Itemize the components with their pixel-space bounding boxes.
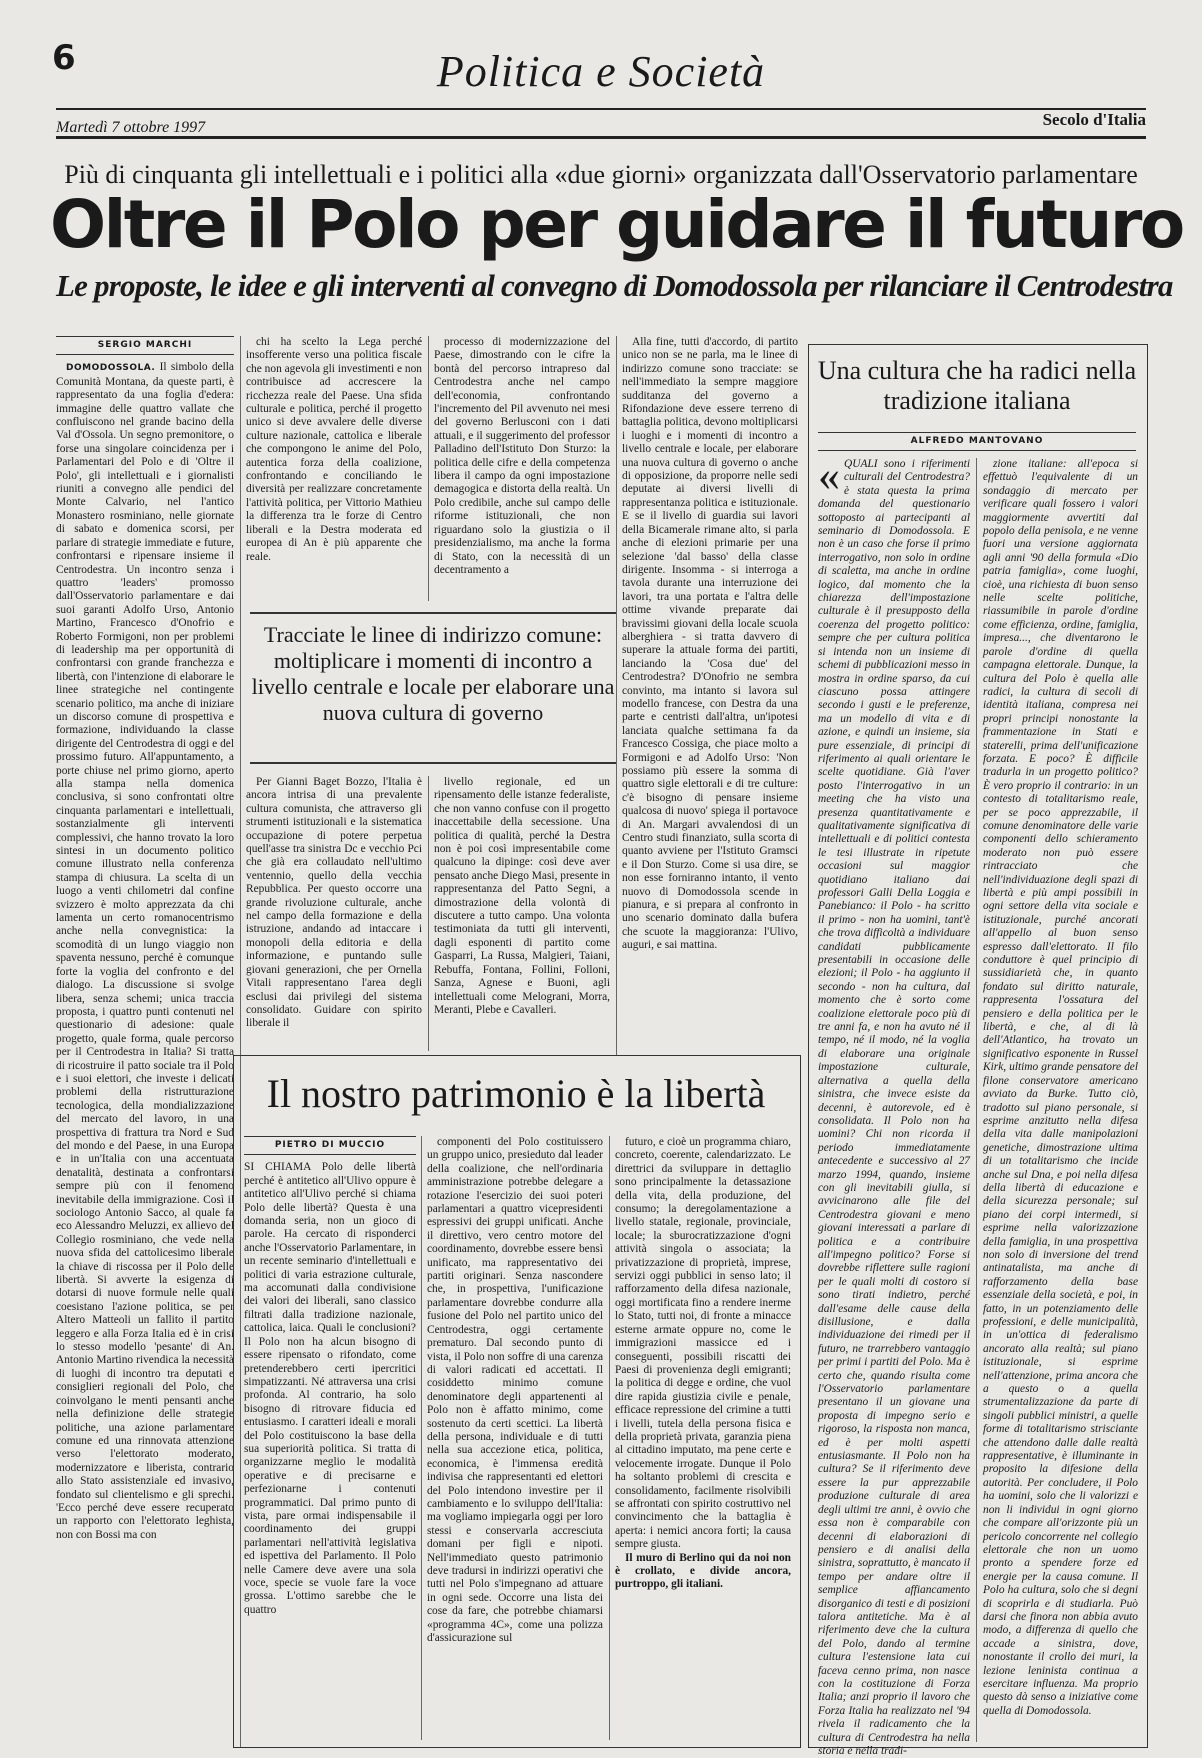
article-column-3-top [434, 336, 610, 601]
pull-quote: Tracciate le linee di indirizzo comune: moltiplicare i momenti di incontro a livello centrale e locale per elaborare una nuova cultura di governo [250, 612, 616, 764]
bottom-box-closing: Il muro di Berlino qui da noi non è crollato, e divide ancora, purtroppo, gli italiani. [615, 1551, 791, 1591]
bottom-box-column-b [427, 1136, 603, 1740]
article-kicker: Più di cinquanta gli intellettuali e i politici alla «due giorni» organizzata dall'Osservatorio parlamentare [64, 160, 1138, 189]
article-column-2-bottom [246, 776, 422, 1051]
article-byline: SERGIO MARCHI [56, 336, 234, 355]
article-body-col3-bottom: livello regionale, ed un ripensamento delle istanze federaliste, che non vanno confuse con il progetto inaccettabile della secessione. Una politica di qualità, perché la Destra non è poi così impresentabile come qualcuno la dipinge: così deve aver pensato anche Diego Masi, presente in rappresentanza del Patto Segni, a dimostrazione della volontà di discutere a tutto campo. Una volonta testimoniata da tutti gli interventi, dagli esponenti di partito come Gasparri, La Russa, Malgieri, Taiani, Rebuffa, Fontana, Follini, Folloni, Sanza, Agnese e Buoni, agli intellettuali come Melograni, Morra, Meranti, Plebe e Cavalleri. [434, 776, 610, 1016]
sidebar-byline-wrap [818, 432, 1136, 452]
bottom-box-title: Il nostro patrimonio è la libertà [266, 1071, 766, 1116]
newspaper-name: Secolo d'Italia [1042, 110, 1146, 129]
masthead-rule-bottom [56, 136, 1146, 139]
column-divider [421, 1136, 422, 1740]
issue-date: Martedì 7 ottobre 1997 [56, 119, 206, 136]
sidebar-body-a: QUALI sono i riferimenti culturali del Centrodestra? è stata questa la prima domanda del questionario sottoposto ai partecipanti al seminario di Domodossola. E non è un caso che forse il primo interrogativo, non solo in ordine di scaletta, ma anche in ordine logico, dal momento che la chiarezza dell'impostazione culturale è il presupposto della coerenza del progetto politico: sempre che per cultura politica si intenda non un insieme di schemi di pubblicazioni messo in mostra in ordine sparso, da cui ciascuno possa attingere secondo i gusti e le preferenze, ma un modello di vita e di azione, e quindi un insieme, sia pure essenziale, di principi di riferimento ai quali orientare le scelte quotidiane. Già l'aver posto l'interrogativo in un meeting che ha visto una presenza quantitativamente e qualitativamente significativa di intellettuali e di politici contesta le tesi illustrate in ripetute occasioni sul maggior quotidiano italiano dai professori Galli Della Loggia e Panebianco: il Polo - ha scritto il primo - non ha uomini, tant'è che trova difficoltà a individuare candidati pubblicamente presentabili in occasione delle elezioni; il Polo - ha aggiunto il secondo - non ha cultura, dal momento che è sorto come coalizione elettorale poco più di tre anni fa, e non ha avuto né il tempo, né il modo, né la voglia di elaborare una originale impostazione culturale, alternativa a quella della sinistra, che invece esiste da decenni, è autorevole, ed è consolidata. Il Polo non ha uomini? Chi non ricorda il periodo immediatamente antecedente e successivo al 27 marzo 1994, quando, insieme con gli inevitabili giulla, si avvicinarono alle file del Centrodestra giovani e meno giovani interessati a parlare di politica e a contribuire all'impegno politico? Forse si dovrebbe riflettere sulle ragioni per le quali molti di costoro si sono tirati indietro, perché dall'esame delle cause della disillusione, e dalla individuazione dei rimedi per il futuro, ne trarrebbero vantaggio per primi i partiti del Polo. Ma è certo che, quando risulta come l'Osservatorio parlamentare presentano il un giovane una proposta di impegno serio e rigoroso, la risposta non manca, ed è per molti aspetti entusiasmante. Il Polo non ha cultura? Se il riferimento deve essere la pur apprezzabile produzione culturale di area degli ultimi tre anni, è ovvio che essa non è comparabile con decenni di elaborazioni di pensiero e di analisi della sinistra, soprattutto, è mancato il tempo per andare oltre il semplice affiancamento disorganico di testi e di posizioni talora antitetiche. Ma è al riferimento deve che la cultura del Polo, dando al termine cultura l'estensione lata cui faceva cenno prima, non nasce con la costituzione di Forza Italia; anzi proprio il lavoro che Forza Italia ha realizzato nel '94 rivela il radicamento che la cultura di Centrodestra ha nella storia e nella tradi- [818, 458, 970, 1757]
column-divider [609, 1136, 610, 1740]
bottom-box-body-a: SI CHIAMA Polo delle libertà perché è antitetico all'Ulivo oppure è antitetico all'Ulivo perché si chiama Polo delle libertà? Questa è una domanda seria, non un gioco di parole. Ha cercato di risponderci anche l'Osservatorio Parlamentare, in un recente seminario d'intellettuali e politici di varia estrazione culturale, ma accomunati dalla condivisione dei valori dei liberali, sano classico filtrati dalla tradizione nazionale, cattolica, laica. Quali le conclusioni? Il Polo non ha alcun bisogno di essere ripensato o rifondato, come pretenderebbero certi ipercritici simpatizzanti. Né attraversa una crisi profonda. Al contrario, ha solo bisogno di ritrovare fiducia ed entusiasmo. I caratteri ideali e morali del Polo costituiscono la base della sua superiorità politica. Si tratta di organizzarne meglio le modalità operative e di precisarne e perfezionarne i contenuti programmatici. Dal primo punto di vista, pare ormai indispensabile il coordinamento dei gruppi parlamentari nell'attività legislativa ed ispettiva del Parlamento. Il Polo nelle Camere deve avere una sola voce, specie se vuole fare la voce grossa. L'ottimo sarebbe che le quattro [244, 1161, 416, 1616]
column-divider [428, 336, 429, 601]
quote-mark-icon: « [818, 451, 840, 500]
article-body-col2-top: chi ha scelto la Lega perché insofferente verso una politica fiscale che non agevola gli investimenti e non contribuisce ad accrescere la ricchezza reale del Paese. Una sfida culturale e politica, perché il progetto unico si deve avvalere delle diverse culture nazionale, cattolica e liberale che compongono le anime del Polo, autentica forza della coalizione, confrontando e conciliando le diversità per realizzare concretamente l'attività politica, per Vittorio Mathieu la differenza tra le forze di Centro liberali e la Destra moderata ed europea di An è più apparente che reale. [246, 336, 422, 563]
article-body-col3-top: processo di modernizzazione del Paese, dimostrando con le cifre la bontà del percorso intrapreso dal Centrodestra anche nel campo dell'economia, confrontando l'incremento del Pil avvenuto nei mesi del governo Berlusconi con i dati attuali, e il suggerimento del professor Palladino dell'Istituto Don Sturzo: la politica delle cifre e della competenza libera il campo da ogni impostazione demagogica e distorta della realtà. Un Polo credibile, anche sul campo delle riforme istituzionali, che non riguardano solo la giustizia o il presidenzialismo, ma anche la forma di Stato, con la necessità di un decentramento a [434, 336, 610, 576]
article-body-col1: Il simbolo della Comunità Montana, da queste parti, è rappresentato da una foglia d'edera: immagine delle quattro vallate che confluiscono nel grande bacino della Val d'Ossola. Un segno premonitore, o forse una singolare coincidenza per i Parlamentari del Polo e di 'Oltre il Polo', gli intellettuali e i giornalisti riuniti a convegno alle pendici del Monte Calvario, nel l'antico Monastero rosminiano, nelle giornate di sabato e domenica scorsi, per parlare di strategie immediate e future, confrontarsi e ripensare insieme il Centrodestra. Un incontro senza i quattro 'leaders' promosso dall'Osservatorio parlamentare e dai suoi garanti Adolfo Urso, Antonio Martino, Francesco d'Onofrio e Roberto Formigoni, non per problemi di leadership ma per opportunità di confrontarsi con grande franchezza e libertà, con l'intenzione di elaborare le linee strategiche nel contingente scenario politico, ma anche di iniziare un discorso comune di prospettiva e formazione, individuando la classe dirigente del Centrodestra di oggi e del prossimo futuro. All'appuntamento, a porte chiuse nel primo giorno, aperto alla stampa nella domenica conclusiva, si sono confrontati oltre cinquanta parlamentari e intellettuali, sostanzialmente gli interventi complessivi, che hanno trovato la loro sintesi in un documento politico comune illustrato nella conferenza stampa di chiusura. La scelta di un luogo a venti chilometri dal confine svizzero è molto apprezzata da chi lamenta un certo romanocentrismo anche nella convegnistica: la scomodità di un lungo viaggio non spaventa nessuno, perché è comunque forte la voglia del confronto e del dialogo. La discussione si svolge libera, senza schemi; unica traccia proposta, i quattro punti contenuti nel questionario di adesione: quale progetto, quale forma, quale percorso per il Centrodestra in Italia? Si tratta di ricostruire il patto sociale tra il Polo e i suoi elettori, che investe i delicati problemi della ristrutturazione tecnologica, della mondializzazione del mercato del lavoro, in una prospettiva di frattura tra Nord e Sud del mondo e del Paese, in una Europa e in un'Italia con una accentuata denatalità, destinata a confrontarsi sempre più con il fenomeno inevitabile della immigrazione. Così il sociologo Antonio Sacco, al quale fa eco Alessandro Meluzzi, ex allievo del Collegio rosminiano, che vede nella nuova sfida del cattolicesimo liberale la chiave di riscossa per il Polo delle libertà. Si avverte la esigenza di dotarsi di nuove formule nelle quali coesistano l'azione politica, se per Altero Matteoli un fallito il partito leggero e alla Forza Italia ed è in crisi lo stesso modello 'pesante' di An. Antonio Martino rivendica la necessità di luoghi di incontro tra deputati e consiglieri regionali del Polo, che coinvolgano le menti pensanti anche nella definizione delle strategie politiche, una azione parlamentare comune ed una rinnovata attenzione verso l'elettorato moderato, modernizzatore e liberista, contrario allo Stato assistenziale ed invasivo, fondato sul clientelismo e gli sprechi. 'Ecco perché deve essere recuperato un rapporto con l'elettorato leghista, non con Bossi ma con [56, 361, 234, 1541]
article-column-3-bottom [434, 776, 610, 1051]
bottom-box-body-b: componenti del Polo costituissero un gruppo unico, presieduto dal leader della coalizione, che nell'ordinaria amministrazione potrebbe delegare a rotazione l'esercizio dei suoi poteri parlamentari a quattro vicepresidenti espressivi dei gruppi unificati. Anche il direttivo, vero centro motore del coordinamento, dovrebbe essere bensì unificato, ma rappresentativo dei partiti originari. Senza nascondere che, in prospettiva, l'unificazione parlamentare dovrebbe condurre alla fusione del Polo nel partito unico del Centrodestra, oggi certamente prematuro. Dal secondo punto di vista, il Polo non soffre di una carenza di valori radicati ed accettati. Il cosiddetto minimo comune denominatore degli appartenenti al Polo non è affatto minimo, come sostenuto da certi scettici. La libertà della persona, individuale e di tutti nella sua accezione etica, politica, economica, è l'immensa eredità indivisa che rappresentanti ed elettori del Polo intendono investire per il cambiamento e lo sviluppo dell'Italia: ma vogliamo impiegarla oggi per loro stessi e conservarla accresciuta domani per figli e nipoti. Nell'immediato questo patrimonio deve tradursi in indirizzi operativi che tutti nel Polo s'impegnano ad attuare in ogni sede. Occorre una lista dei cose da fare, che potrebbe chiamarsi «programma 4C», come una polizza d'assicurazione sul [427, 1136, 603, 1645]
article-body-col4: Alla fine, tutti d'accordo, di partito unico non se ne parla, ma le linee di indirizzo comune sono tracciate: se nell'immediato la sempre maggiore sudditanza del governo a Rifondazione deve essere terreno di battaglia politica, devono moltiplicarsi i luoghi e i momenti di incontro a livello centrale e locale, per elaborare una nuova cultura di governo o anche di opposizione, da proporre nelle sedi deputate ai diversi livelli di rappresentanza politica e istituzionale. E se il livello di guardia sui lavori della Bicamerale rimane alto, si parla anche di elezioni primarie per una selezione 'dal basso' della classe dirigente. Insomma - si interroga a tavola durante una interruzione dei lavori, tra una portata e l'altra delle ottime vivande preparate dai bravissimi giovani della locale scuola alberghiera - si tratta davvero di superare la attuale forma dei partiti, lanciando la 'Cosa due' del Centrodestra? D'Onofrio ne sembra convinto, ma intanto si lavora sul modello francese, con Destra da una parte e centristi dall'altra, un'ipotesi lanciata qualche settimana fa da Francesco Cossiga, che piace molto a Formigoni e ad Adolfo Urso: 'Non possiamo più essere la somma di quattro sigle elettorali e di tre culture: c'è bisogno di pensare insieme qualcosa di nuovo' spiega il portavoce di An. Margari avvalendosi di un Centro studi finanziato, sulla scorta di quanto avviene per l'Istituto Gramsci e il Don Sturzo. Come si usa dire, se non esse forniranno intanto, il vento nuovo di Domodossola scende in pianura, e si prepara al confronto in uno scenario dominato dalla bufera che scuote la maggioranza: l'Ulivo, auguri, e sai mattina. [622, 336, 798, 952]
column-divider [428, 776, 429, 1051]
sidebar-byline: ALFREDO MANTOVANO [818, 432, 1136, 451]
article-body-col2-bottom: Per Gianni Baget Bozzo, l'Italia è ancora intrisa di una prevalente cultura comunista, che attraverso gli strumenti istituzionali e la sistematica occupazione di potere perpetua quell'asse tra sinistra Dc e vecchio Pci che già era collaudato nell'ultimo ventennio, quello della vecchia Repubblica. Per questo occorre una grande rivoluzione culturale, anche nel campo della formazione e della istruzione, andando ad intaccare i monopoli della editoria e della informazione, e puntando sulle giovani generazioni, che per Ornella Vitali rappresentano l'area degli esclusi dai privilegi del sistema consolidato. Guidare con spirito liberale il [246, 776, 422, 1030]
article-column-4 [622, 336, 798, 1051]
article-column-1 [56, 336, 234, 1748]
column-divider [976, 458, 977, 1742]
sidebar-title: Una cultura che ha radici nella tradizione italiana [817, 356, 1137, 415]
column-divider [616, 336, 617, 1056]
article-subhead: Le proposte, le idee e gli interventi al convegno di Domodossola per rilanciare il Centrodestra [56, 268, 1173, 303]
bottom-box-byline: PIETRO DI MUCCIO [244, 1136, 416, 1155]
section-title: Politica e Società [436, 47, 766, 96]
bottom-box-column-a [244, 1136, 416, 1740]
article-column-2-top [246, 336, 422, 601]
bottom-box-column-c [615, 1136, 791, 1740]
article-headline: Oltre il Polo per guidare il futuro [50, 186, 1183, 263]
sidebar-column-a [818, 451, 970, 1757]
sidebar-column-b [983, 458, 1138, 1742]
article-dateline: DOMODOSSOLA. [66, 363, 156, 374]
page-number: 6 [52, 38, 76, 78]
bottom-box-body-c: futuro, e cioè un programma chiaro, concreto, coerente, calendarizzato. Le direttrici da sviluppare in dettaglio sono principalmente la detassazione della vita, della produzione, del consumo; la deregolamentazione a livello statale, regionale, provinciale, locale; la sburocratizzazione d'ogni attività singola o associata; la privatizzazione di proprietà, imprese, servizi oggi pubblici in senso lato; il rafforzamento della difesa nazionale, oggi mortificata fino a rendere inerme lo Stato, tutti noi, di fronte a minacce esterne armate oppure no, come le immigrazioni massicce ed i conseguenti, possibili riscatti dei Paesi di provenienza degli emigranti; la politica di degge e ordine, che vuol dire rapida giustizia civile e penale, efficace repressione del crimine a tutti i livelli, tutela della persona fisica e della proprietà privata, garanzia piena al cittadino imputato, ma pene certe e velocemente irrogate. Dunque il Polo ha soltanto problemi di crescita e consolidamento, facilmente risolvibili se affrontati con spirito costruttivo nel convincimento che la battaglia è aperta: i nemici ancora forti; la causa sempre giusta. [615, 1136, 791, 1551]
sidebar-body-b: zione italiane: all'epoca si effettuò l'equivalente di un sondaggio di mercato per verificare quali fossero i valori maggiormente avvertiti dal popolo della penisola, e ne venne fuori una versione aggiornata agli anni '90 della formula «Dio patria famiglia», come luoghi, cioè, una richiesta di buon senso nelle scelte politiche, riassumibile in parole d'ordine come efficienza, ordine, famiglia, impresa..., che diventarono le parole d'ordine di quella campagna elettorale. Dunque, la cultura del Polo è quella alle radici, la cultura di secoli di identità italiana, compresa nei propri principi nonostante la frammentazione in Stati e staterelli, prima dell'unificazione forzata. E poco? È difficile tradurla in un progetto politico? È vero proprio il contrario: in un contesto di totalitarismo reale, per se poco apprezzabile, il comune denominatore delle varie componenti dello schieramento moderato non può essere rintracciato che nell'individuazione degli spazi di libertà e più ampi possibili in ogni settore della vita sociale e istituzionale, purché ancorati all'appello al buon senso espresso dall'elettorato. Il filo conduttore è quel principio di sussidiarietà che, in quanto fondato sul diritto naturale, rappresenta l'ossatura del pensiero e della politica per le libertà, e che, al di là dell'Atlantico, ha trovato un significativo esponente in Russel Kirk, ultimo grande pensatore del filone conservatore americano avviato da Burke. Tutto ciò, tradotto sul piano personale, si esprime anzitutto nella difesa della vita dalle manipolazioni genetiche, dimostrazione ultima di un totalitarismo che incide anche sul Dna, e poi nella difesa della libertà di educazione e della sicurezza personale; sul piano dei corpi intermedi, si esprime nella valorizzazione della famiglia, in una prospettiva non solo di inversione del trend antinatalista, ma anche di rafforzamento della base essenziale della società, e poi, in fatto, in un potenziamento delle professioni, e delle municipalità, in un'ottica di federalismo ancorato alla realtà; sul piano istituzionale, si esprime nell'attenzione, prima ancora che a questo o a quella strumentalizzazione da parte di singoli pubblici ministri, a quelle forme di totalitarismo strisciante che attendono dalle dalle realtà rappresentative, è illuminante in proposito la difesione della autorità. Per concludere, il Polo ha uomini, solo che li valorizzi e non li individui in ogni giorno che compare all'orizzonte più un pericolo concorrente nel collegio elettorale che non un uomo pronto a spendere forze ed energie per la causa comune. Il Polo ha cultura, solo che si degni di scoprirla e di studiarla. Può darsi che finora non abbia avuto modo, a differenza di quello che accade a sinistra, dove, nonostante il crollo dei muri, la lezione leninista continua a esercitare influenza. Ma proprio questo dà senso a iniziative come quella di Domodossola. [983, 458, 1138, 1717]
masthead-rule-top [56, 108, 1146, 110]
